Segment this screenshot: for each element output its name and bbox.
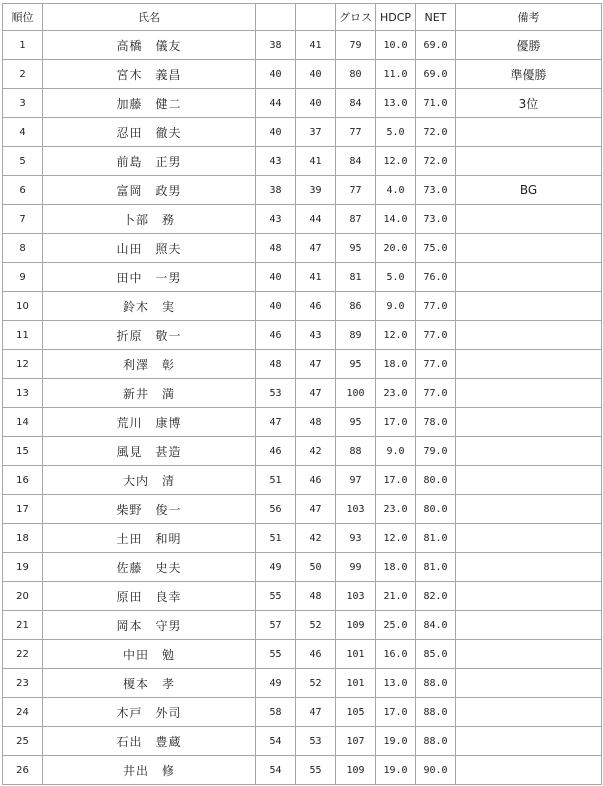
cell-hdcp: 12.0 <box>376 524 416 553</box>
cell-rank: 23 <box>3 669 43 698</box>
cell-net: 77.0 <box>416 321 456 350</box>
cell-note <box>456 495 602 524</box>
cell-rank: 8 <box>3 234 43 263</box>
cell-in: 40 <box>296 89 336 118</box>
cell-note <box>456 756 602 785</box>
cell-gross: 95 <box>336 234 376 263</box>
cell-in: 47 <box>296 379 336 408</box>
cell-out: 54 <box>256 727 296 756</box>
cell-out: 55 <box>256 582 296 611</box>
cell-hdcp: 17.0 <box>376 698 416 727</box>
cell-hdcp: 25.0 <box>376 611 416 640</box>
cell-note <box>456 611 602 640</box>
cell-in: 41 <box>296 263 336 292</box>
cell-hdcp: 20.0 <box>376 234 416 263</box>
cell-rank: 12 <box>3 350 43 379</box>
cell-rank: 21 <box>3 611 43 640</box>
cell-gross: 89 <box>336 321 376 350</box>
cell-gross: 84 <box>336 147 376 176</box>
header-rank: 順位 <box>3 4 43 31</box>
cell-out: 43 <box>256 205 296 234</box>
cell-note <box>456 524 602 553</box>
cell-gross: 79 <box>336 31 376 60</box>
cell-in: 47 <box>296 350 336 379</box>
cell-net: 88.0 <box>416 698 456 727</box>
cell-out: 48 <box>256 350 296 379</box>
cell-in: 39 <box>296 176 336 205</box>
cell-gross: 103 <box>336 582 376 611</box>
cell-net: 88.0 <box>416 669 456 698</box>
cell-hdcp: 5.0 <box>376 118 416 147</box>
table-row <box>3 176 602 205</box>
cell-net: 73.0 <box>416 176 456 205</box>
cell-in: 48 <box>296 408 336 437</box>
cell-gross: 95 <box>336 408 376 437</box>
cell-rank: 13 <box>3 379 43 408</box>
cell-note: 準優勝 <box>456 60 602 89</box>
cell-name: 加藤 健二 <box>43 89 256 118</box>
cell-net: 84.0 <box>416 611 456 640</box>
cell-in: 40 <box>296 60 336 89</box>
cell-out: 49 <box>256 669 296 698</box>
cell-note <box>456 292 602 321</box>
cell-name: 田中 一男 <box>43 263 256 292</box>
cell-name: 土田 和明 <box>43 524 256 553</box>
cell-out: 38 <box>256 31 296 60</box>
cell-hdcp: 10.0 <box>376 31 416 60</box>
cell-gross: 107 <box>336 727 376 756</box>
cell-name: 前島 正男 <box>43 147 256 176</box>
table-row <box>3 118 602 147</box>
cell-net: 81.0 <box>416 553 456 582</box>
cell-in: 43 <box>296 321 336 350</box>
cell-gross: 81 <box>336 263 376 292</box>
cell-name: 利澤 彰 <box>43 350 256 379</box>
cell-gross: 100 <box>336 379 376 408</box>
cell-note <box>456 553 602 582</box>
table-row <box>3 698 602 727</box>
cell-net: 77.0 <box>416 379 456 408</box>
cell-in: 47 <box>296 698 336 727</box>
cell-net: 77.0 <box>416 292 456 321</box>
cell-note <box>456 466 602 495</box>
cell-name: 木戸 外司 <box>43 698 256 727</box>
cell-note <box>456 147 602 176</box>
cell-net: 82.0 <box>416 582 456 611</box>
cell-note <box>456 118 602 147</box>
table-row <box>3 727 602 756</box>
header-note: 備考 <box>456 4 602 31</box>
cell-in: 44 <box>296 205 336 234</box>
cell-out: 40 <box>256 263 296 292</box>
cell-rank: 15 <box>3 437 43 466</box>
cell-gross: 101 <box>336 640 376 669</box>
cell-out: 43 <box>256 147 296 176</box>
table-row <box>3 756 602 785</box>
cell-out: 49 <box>256 553 296 582</box>
cell-in: 41 <box>296 147 336 176</box>
cell-note <box>456 234 602 263</box>
cell-name: 山田 照夫 <box>43 234 256 263</box>
cell-gross: 97 <box>336 466 376 495</box>
cell-note <box>456 408 602 437</box>
table-row <box>3 350 602 379</box>
table-row <box>3 640 602 669</box>
cell-in: 47 <box>296 234 336 263</box>
cell-name: 石出 豊蔵 <box>43 727 256 756</box>
cell-net: 79.0 <box>416 437 456 466</box>
cell-net: 69.0 <box>416 31 456 60</box>
cell-name: 鈴木 実 <box>43 292 256 321</box>
header-name: 氏名 <box>43 4 256 31</box>
cell-name: 富岡 政男 <box>43 176 256 205</box>
cell-rank: 19 <box>3 553 43 582</box>
cell-net: 69.0 <box>416 60 456 89</box>
cell-note <box>456 727 602 756</box>
cell-rank: 17 <box>3 495 43 524</box>
table-row <box>3 321 602 350</box>
cell-name: 岡本 守男 <box>43 611 256 640</box>
cell-out: 56 <box>256 495 296 524</box>
cell-rank: 14 <box>3 408 43 437</box>
cell-net: 72.0 <box>416 147 456 176</box>
cell-net: 71.0 <box>416 89 456 118</box>
cell-hdcp: 18.0 <box>376 350 416 379</box>
cell-in: 52 <box>296 611 336 640</box>
cell-hdcp: 12.0 <box>376 147 416 176</box>
table-row <box>3 495 602 524</box>
cell-rank: 1 <box>3 31 43 60</box>
cell-name: 折原 敬一 <box>43 321 256 350</box>
cell-note <box>456 379 602 408</box>
cell-rank: 6 <box>3 176 43 205</box>
cell-rank: 7 <box>3 205 43 234</box>
table-row <box>3 437 602 466</box>
cell-out: 47 <box>256 408 296 437</box>
cell-rank: 5 <box>3 147 43 176</box>
header-gross: グロス <box>336 4 376 31</box>
cell-note <box>456 350 602 379</box>
cell-hdcp: 5.0 <box>376 263 416 292</box>
cell-hdcp: 23.0 <box>376 379 416 408</box>
cell-out: 44 <box>256 89 296 118</box>
cell-in: 41 <box>296 31 336 60</box>
cell-in: 47 <box>296 495 336 524</box>
cell-net: 88.0 <box>416 727 456 756</box>
cell-rank: 3 <box>3 89 43 118</box>
cell-out: 48 <box>256 234 296 263</box>
cell-out: 40 <box>256 118 296 147</box>
cell-out: 53 <box>256 379 296 408</box>
table-row <box>3 408 602 437</box>
cell-gross: 77 <box>336 118 376 147</box>
cell-in: 52 <box>296 669 336 698</box>
cell-in: 46 <box>296 640 336 669</box>
cell-note <box>456 437 602 466</box>
cell-gross: 88 <box>336 437 376 466</box>
cell-name: 原田 良幸 <box>43 582 256 611</box>
cell-name: 宮木 義昌 <box>43 60 256 89</box>
cell-note <box>456 263 602 292</box>
cell-gross: 86 <box>336 292 376 321</box>
cell-rank: 18 <box>3 524 43 553</box>
cell-hdcp: 9.0 <box>376 437 416 466</box>
cell-rank: 22 <box>3 640 43 669</box>
cell-name: 柴野 俊一 <box>43 495 256 524</box>
cell-net: 75.0 <box>416 234 456 263</box>
cell-out: 54 <box>256 756 296 785</box>
cell-name: 風見 甚造 <box>43 437 256 466</box>
header-out <box>256 4 296 31</box>
cell-out: 51 <box>256 466 296 495</box>
cell-gross: 84 <box>336 89 376 118</box>
cell-in: 53 <box>296 727 336 756</box>
table-row <box>3 466 602 495</box>
cell-out: 57 <box>256 611 296 640</box>
cell-in: 50 <box>296 553 336 582</box>
cell-rank: 4 <box>3 118 43 147</box>
cell-net: 78.0 <box>416 408 456 437</box>
header-in <box>296 4 336 31</box>
cell-note <box>456 698 602 727</box>
cell-net: 85.0 <box>416 640 456 669</box>
cell-note <box>456 582 602 611</box>
cell-gross: 93 <box>336 524 376 553</box>
cell-name: 大内 清 <box>43 466 256 495</box>
cell-in: 42 <box>296 524 336 553</box>
cell-hdcp: 18.0 <box>376 553 416 582</box>
cell-rank: 9 <box>3 263 43 292</box>
cell-note <box>456 321 602 350</box>
cell-rank: 24 <box>3 698 43 727</box>
table-row <box>3 234 602 263</box>
cell-net: 72.0 <box>416 118 456 147</box>
cell-gross: 109 <box>336 611 376 640</box>
cell-note <box>456 205 602 234</box>
header-hdcp: HDCP <box>376 4 416 31</box>
cell-hdcp: 4.0 <box>376 176 416 205</box>
cell-name: 新井 満 <box>43 379 256 408</box>
cell-hdcp: 13.0 <box>376 89 416 118</box>
cell-rank: 10 <box>3 292 43 321</box>
cell-gross: 103 <box>336 495 376 524</box>
cell-gross: 105 <box>336 698 376 727</box>
table-row <box>3 582 602 611</box>
cell-name: 忍田 徹夫 <box>43 118 256 147</box>
table-row <box>3 553 602 582</box>
header-row <box>3 4 602 31</box>
cell-rank: 16 <box>3 466 43 495</box>
cell-hdcp: 9.0 <box>376 292 416 321</box>
table-body <box>3 31 602 785</box>
cell-rank: 26 <box>3 756 43 785</box>
cell-net: 80.0 <box>416 466 456 495</box>
cell-note <box>456 669 602 698</box>
cell-name: 井出 修 <box>43 756 256 785</box>
cell-hdcp: 14.0 <box>376 205 416 234</box>
cell-out: 38 <box>256 176 296 205</box>
cell-in: 46 <box>296 292 336 321</box>
cell-gross: 99 <box>336 553 376 582</box>
cell-net: 80.0 <box>416 495 456 524</box>
cell-name: 卜部 務 <box>43 205 256 234</box>
cell-net: 76.0 <box>416 263 456 292</box>
cell-name: 榎本 孝 <box>43 669 256 698</box>
cell-gross: 101 <box>336 669 376 698</box>
table-row <box>3 205 602 234</box>
cell-name: 佐藤 史夫 <box>43 553 256 582</box>
cell-hdcp: 16.0 <box>376 640 416 669</box>
table-row <box>3 147 602 176</box>
header-net: NET <box>416 4 456 31</box>
cell-note: BG <box>456 176 602 205</box>
cell-hdcp: 19.0 <box>376 756 416 785</box>
table-row <box>3 379 602 408</box>
cell-hdcp: 23.0 <box>376 495 416 524</box>
cell-out: 58 <box>256 698 296 727</box>
table-row <box>3 263 602 292</box>
cell-net: 77.0 <box>416 350 456 379</box>
table-row <box>3 292 602 321</box>
cell-name: 荒川 康博 <box>43 408 256 437</box>
cell-hdcp: 17.0 <box>376 408 416 437</box>
cell-name: 中田 勉 <box>43 640 256 669</box>
table-row <box>3 669 602 698</box>
cell-gross: 95 <box>336 350 376 379</box>
cell-name: 高橋 儀友 <box>43 31 256 60</box>
table-row <box>3 31 602 60</box>
cell-net: 73.0 <box>416 205 456 234</box>
cell-rank: 11 <box>3 321 43 350</box>
cell-rank: 2 <box>3 60 43 89</box>
cell-rank: 20 <box>3 582 43 611</box>
cell-net: 90.0 <box>416 756 456 785</box>
cell-net: 81.0 <box>416 524 456 553</box>
cell-hdcp: 12.0 <box>376 321 416 350</box>
cell-in: 46 <box>296 466 336 495</box>
cell-out: 40 <box>256 60 296 89</box>
cell-gross: 87 <box>336 205 376 234</box>
cell-out: 46 <box>256 437 296 466</box>
cell-in: 42 <box>296 437 336 466</box>
cell-hdcp: 11.0 <box>376 60 416 89</box>
cell-out: 40 <box>256 292 296 321</box>
cell-in: 48 <box>296 582 336 611</box>
cell-out: 55 <box>256 640 296 669</box>
cell-out: 51 <box>256 524 296 553</box>
cell-gross: 77 <box>336 176 376 205</box>
cell-hdcp: 19.0 <box>376 727 416 756</box>
cell-note: 3位 <box>456 89 602 118</box>
cell-gross: 80 <box>336 60 376 89</box>
cell-out: 46 <box>256 321 296 350</box>
cell-gross: 109 <box>336 756 376 785</box>
cell-rank: 25 <box>3 727 43 756</box>
cell-note <box>456 640 602 669</box>
cell-in: 37 <box>296 118 336 147</box>
table-row <box>3 60 602 89</box>
cell-in: 55 <box>296 756 336 785</box>
results-table <box>2 3 602 785</box>
table-row <box>3 611 602 640</box>
table-row <box>3 524 602 553</box>
cell-note: 優勝 <box>456 31 602 60</box>
table-row <box>3 89 602 118</box>
cell-hdcp: 13.0 <box>376 669 416 698</box>
cell-hdcp: 17.0 <box>376 466 416 495</box>
cell-hdcp: 21.0 <box>376 582 416 611</box>
